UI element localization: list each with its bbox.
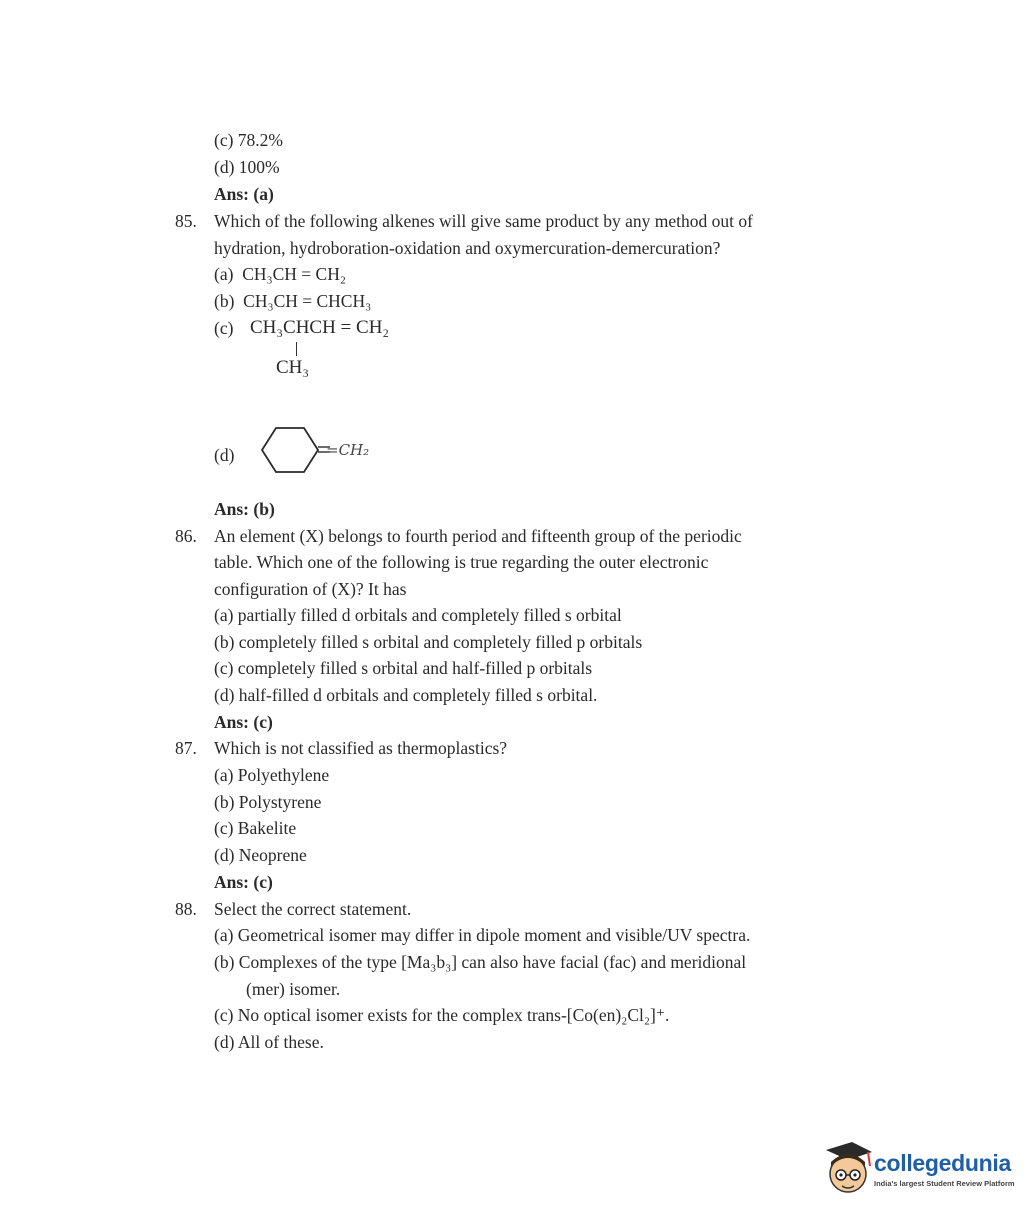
methylenecyclohexane-structure bbox=[254, 420, 384, 480]
q85-number: 85. bbox=[175, 211, 197, 231]
q85-option-c-branch: CH₃ bbox=[276, 357, 310, 378]
q87-answer: Ans: (c) bbox=[214, 872, 273, 892]
q85-option-c-branch-bond bbox=[296, 342, 297, 356]
q85-text-line2: hydration, hydroboration-oxidation and oxymercuration-demercuration? bbox=[214, 238, 721, 258]
q86-option-b: (b) completely filled s orbital and completely filled p orbitals bbox=[214, 632, 643, 652]
q85-option-d-label: (d) bbox=[214, 445, 235, 465]
q85-option-a-formula: CH₃CH = CH₂ bbox=[242, 264, 346, 284]
cyclohexane-ring bbox=[262, 428, 318, 472]
q88-option-c: (c) No optical isomer exists for the complex trans-[Co(en)₂Cl₂]⁺. bbox=[214, 1005, 670, 1025]
q87-option-a: (a) Polyethylene bbox=[214, 765, 330, 785]
q85-option-b-formula: CH₃CH = CHCH₃ bbox=[243, 291, 372, 311]
q85-option-b bbox=[214, 290, 371, 312]
q87-option-c: (c) Bakelite bbox=[214, 818, 297, 838]
q85-text-line1: Which of the following alkenes will give same product by any method out of bbox=[214, 211, 753, 231]
q84-option-c: (c) 78.2% bbox=[214, 130, 284, 150]
q88-option-b-line1: (b) Complexes of the type [Ma₃b₃] can also have facial (fac) and meridional bbox=[214, 952, 747, 972]
q86-answer: Ans: (c) bbox=[214, 712, 273, 732]
q87-option-b: (b) Polystyrene bbox=[214, 792, 322, 812]
q88-text: Select the correct statement. bbox=[214, 899, 412, 919]
q85-option-a-label: (a) bbox=[214, 264, 234, 284]
q86-option-d: (d) half-filled d orbitals and completely filled s orbital. bbox=[214, 685, 598, 705]
q87-option-d: (d) Neoprene bbox=[214, 845, 307, 865]
q85-option-d-substituent: =CH₂ bbox=[326, 441, 370, 459]
q85-option-d bbox=[214, 420, 414, 480]
q84-option-d: (d) 100% bbox=[214, 157, 280, 177]
q84-answer: Ans: (a) bbox=[214, 184, 274, 204]
q85-answer: Ans: (b) bbox=[214, 499, 275, 519]
q88-option-a: (a) Geometrical isomer may differ in dipole moment and visible/UV spectra. bbox=[214, 925, 751, 945]
q85-option-c-label: (c) bbox=[214, 318, 234, 338]
q86-option-c: (c) completely filled s orbital and half-filled p orbitals bbox=[214, 658, 593, 678]
q87-text: Which is not classified as thermoplastics? bbox=[214, 738, 508, 758]
q85-option-a bbox=[214, 263, 346, 285]
logo-brand: collegedunia bbox=[874, 1150, 1011, 1176]
q87-number: 87. bbox=[175, 738, 197, 758]
q85-option-c-formula: CH₃CHCH = CH₂ bbox=[250, 317, 390, 338]
q88-number: 88. bbox=[175, 899, 197, 919]
mascot-icon bbox=[822, 1136, 874, 1202]
q88-option-b-line2: (mer) isomer. bbox=[246, 979, 341, 999]
logo-tagline: India's largest Student Review Platform bbox=[874, 1179, 1015, 1188]
q86-option-a: (a) partially filled d orbitals and completely filled s orbital bbox=[214, 605, 622, 625]
collegedunia-logo[interactable] bbox=[822, 1136, 1017, 1202]
q86-text-line3: configuration of (X)? It has bbox=[214, 579, 407, 599]
q88-option-d: (d) All of these. bbox=[214, 1032, 324, 1052]
q86-number: 86. bbox=[175, 526, 197, 546]
q86-text-line1: An element (X) belongs to fourth period and fifteenth group of the periodic bbox=[214, 526, 742, 546]
q85-option-b-label: (b) bbox=[214, 291, 235, 311]
q86-text-line2: table. Which one of the following is true regarding the outer electronic bbox=[214, 552, 709, 572]
